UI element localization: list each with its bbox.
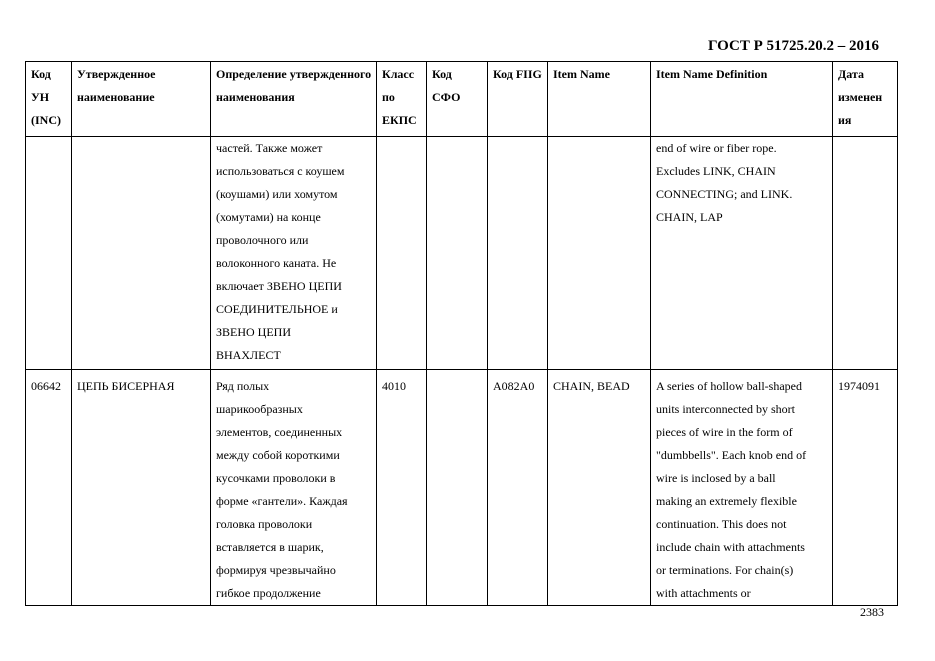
header-code-sfo: Код СФО <box>427 62 488 137</box>
header-change-date: Дата изменен ия <box>833 62 898 137</box>
cell-item-name-definition: A series of hollow ball-shaped units interconnected by short pieces of wire in the form of "dumbbells". Each knob end of wire is inclosed by a ball making an extremely flexible continuation. This does not include chain with attachments or terminations. For chain(s) with attachments or <box>651 370 833 606</box>
cell-change-date <box>833 137 898 370</box>
cell-code-fiig: A082A0 <box>488 370 548 606</box>
cell-approved-name <box>72 137 211 370</box>
header-class-ekps: Класс по ЕКПС <box>377 62 427 137</box>
cell-definition-ru: Ряд полых шарикообразных элементов, соединенных между собой короткими кусочками проволоки в форме «гантели». Каждая головка проволоки вставляется в шарик, формируя чрезвычайно гибкое продолжение <box>211 370 377 606</box>
header-approved-name: Утвержденное наименование <box>72 62 211 137</box>
cell-change-date: 1974091 <box>833 370 898 606</box>
header-code-inc: Код УН (INC) <box>26 62 72 137</box>
cell-code-inc <box>26 137 72 370</box>
table-header-row <box>26 62 898 137</box>
cell-item-name: CHAIN, BEAD <box>548 370 651 606</box>
header-code-fiig: Код FIIG <box>488 62 548 137</box>
table-row <box>26 137 898 370</box>
cell-code-fiig <box>488 137 548 370</box>
nomenclature-table <box>25 61 898 606</box>
table-row <box>26 370 898 606</box>
cell-code-inc: 06642 <box>26 370 72 606</box>
cell-approved-name: ЦЕПЬ БИСЕРНАЯ <box>72 370 211 606</box>
header-item-name: Item Name <box>548 62 651 137</box>
cell-item-name <box>548 137 651 370</box>
cell-code-sfo <box>427 137 488 370</box>
cell-item-name-definition: end of wire or fiber rope. Excludes LINK, CHAIN CONNECTING; and LINK. CHAIN, LAP <box>651 137 833 370</box>
cell-class-ekps: 4010 <box>377 370 427 606</box>
header-definition-ru: Определение утвержденного наименования <box>211 62 377 137</box>
header-item-name-definition: Item Name Definition <box>651 62 833 137</box>
cell-definition-ru: частей. Также может использоваться с коушем (коушами) или хомутом (хомутами) на конце проволочного или волоконного каната. Не включает ЗВЕНО ЦЕПИ СОЕДИНИТЕЛЬНОЕ и ЗВЕНО ЦЕПИ ВНАХЛЕСТ <box>211 137 377 370</box>
cell-code-sfo <box>427 370 488 606</box>
document-header: ГОСТ Р 51725.20.2 – 2016 <box>708 38 880 54</box>
page-number: 2383 <box>860 605 884 619</box>
cell-class-ekps <box>377 137 427 370</box>
